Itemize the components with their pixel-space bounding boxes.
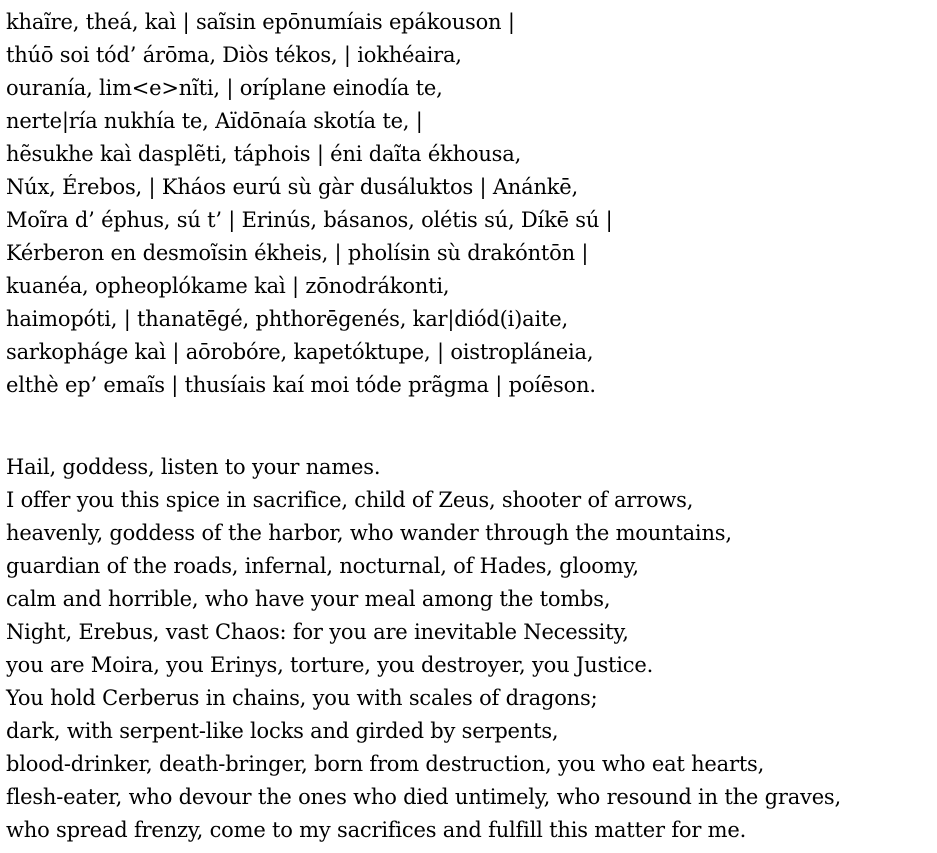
translation-line-7: you are Moira, you Erinys, torture, you destroyer, you Justice. [6,653,654,677]
transliteration-line-2: thúō soi tód’ árōma, Diòs tékos, | iokhéaira, [6,43,462,67]
transliteration-line-7: Moĩra d’ éphus, sú t’ | Erinús, básanos, olétis sú, Díkē sú | [6,208,613,232]
translation-line-3: heavenly, goddess of the harbor, who wander through the mountains, [6,521,732,545]
transliteration-line-12: elthè ep’ emaĩs | thusíais kaí moi tóde prãgma | poíēson. [6,373,596,397]
transliteration-line-1: khaĩre, theá, kaì | saĩsin epōnumíais epákouson | [6,10,515,34]
transliteration-line-3: ouranía, lim<e>nĩti, | oríplane einodía te, [6,76,443,100]
transliteration-line-9: kuanéa, opheoplókame kaì | zōnodrákonti, [6,274,450,298]
document-page [6,6,937,847]
transliteration-line-4: nerte|ría nukhía te, Aïdōnaía skotía te, | [6,109,423,133]
translation-line-4: guardian of the roads, infernal, nocturnal, of Hades, gloomy, [6,554,639,578]
translation-line-1: Hail, goddess, listen to your names. [6,455,381,479]
transliteration-line-10: haimopóti, | thanatēgé, phthorēgenés, kar|diód(i)aite, [6,307,568,331]
transliteration-line-5: hẽsukhe kaì dasplẽti, táphois | éni daĩta ékhousa, [6,142,522,166]
translation-line-2: I offer you this spice in sacrifice, child of Zeus, shooter of arrows, [6,488,694,512]
translation-line-5: calm and horrible, who have your meal among the tombs, [6,587,611,611]
translation-line-10: blood-drinker, death-bringer, born from destruction, you who eat hearts, [6,752,765,776]
translation-line-12: who spread frenzy, come to my sacrifices and fulfill this matter for me. [6,818,747,842]
transliteration-line-6: Núx, Érebos, | Kháos eurú sù gàr dusáluktos | Anánkē, [6,175,579,199]
translation-line-6: Night, Erebus, vast Chaos: for you are inevitable Necessity, [6,620,629,644]
transliteration-line-8: Kérberon en desmoĩsin ékheis, | pholísin sù drakóntōn | [6,241,589,265]
translation-line-11: flesh-eater, who devour the ones who died untimely, who resound in the graves, [6,785,841,809]
translation-stanza [6,451,937,847]
stanza-gap [6,402,937,451]
translation-line-9: dark, with serpent-like locks and girded by serpents, [6,719,559,743]
transliteration-stanza [6,6,937,402]
translation-line-8: You hold Cerberus in chains, you with scales of dragons; [6,686,598,710]
transliteration-line-11: sarkopháge kaì | aōrobóre, kapetóktupe, | oistropláneia, [6,340,594,364]
